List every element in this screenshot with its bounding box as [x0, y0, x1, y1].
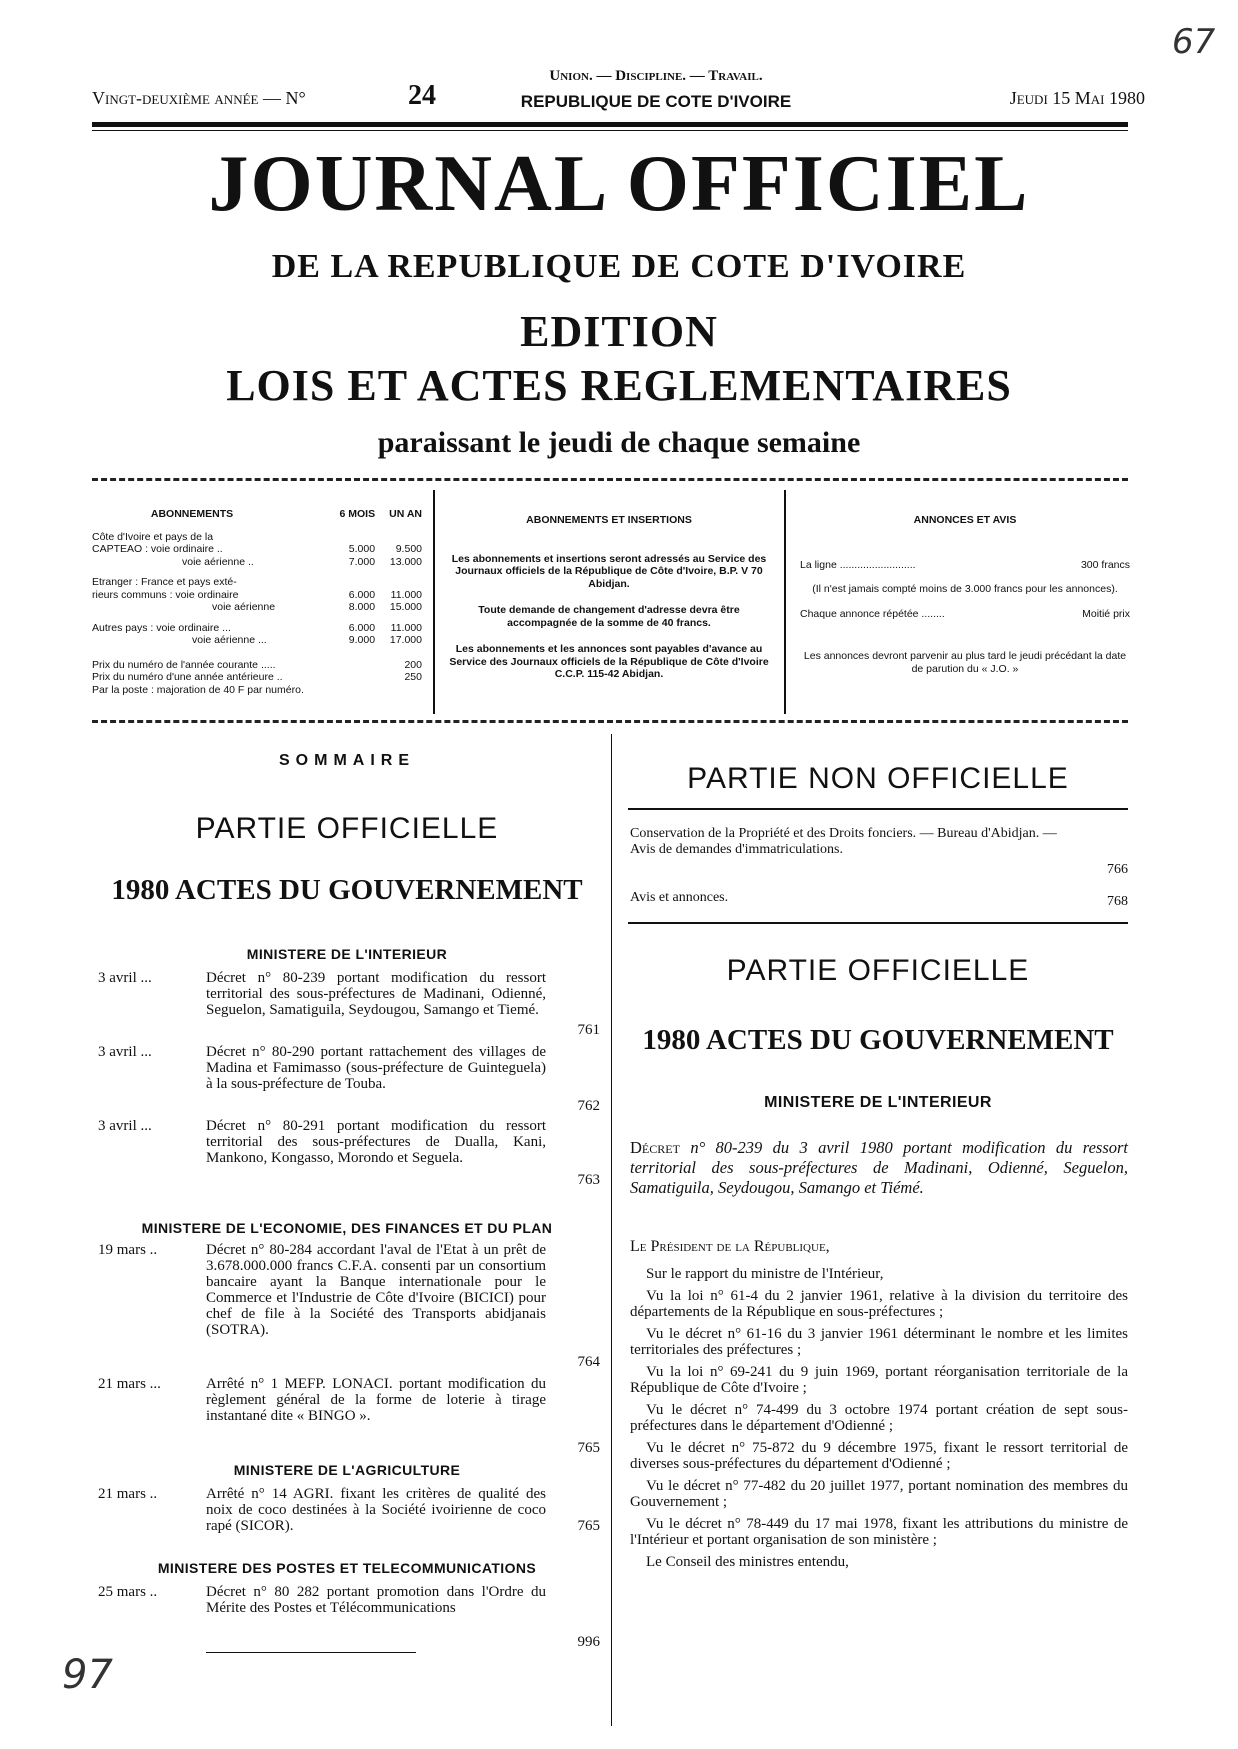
journal-title: JOURNAL OFFICIEL — [208, 140, 1030, 228]
entry-text: Décret n° 80-284 accordant l'aval de l'Etat à un prêt de 3.678.000.000 francs C.F.A. consenti par un consortium bancaire ayant la Banque internationale pour le Commerce et l'Industrie de Côte d'Ivoire (BICICI) pour chef de file à la Société des Transports abidjanais (SOTRA). — [206, 1242, 546, 1338]
sub-row-1an: 15.000 — [389, 601, 422, 613]
price-previous-label: Prix du numéro d'une année antérieure .. — [92, 671, 283, 683]
ministry-economie: MINISTERE DE L'ECONOMIE, DES FINANCES ET DU PLAN — [141, 1220, 553, 1236]
issue-number: 24 — [408, 80, 436, 111]
handwritten-signature: 97 — [62, 1652, 113, 1698]
price-row — [92, 671, 422, 684]
ministry-agriculture: MINISTERE DE L'AGRICULTURE — [233, 1462, 461, 1478]
sommaire-entry — [98, 1044, 600, 1114]
president-line: Le Président de la République, — [630, 1238, 830, 1255]
annonces-minimum-note: (Il n'est jamais compté moins de 3.000 francs pour les annonces). — [812, 583, 1118, 595]
sub-row-label: CAPTEAO : voie ordinaire .. — [92, 543, 223, 555]
boxes-bottom-divider — [92, 720, 1128, 723]
issue-date: Jeudi 15 Mai 1980 — [1009, 88, 1145, 108]
price-current-value: 200 — [404, 658, 422, 671]
sub-row-6mois: 5.000 — [348, 543, 376, 555]
sub-row-label: Etranger : France et pays exté- — [92, 576, 237, 588]
sub-row-label: rieurs communs : voie ordinaire — [92, 588, 239, 601]
non-officielle-page: 768 — [1107, 894, 1128, 909]
sommaire-entry — [98, 1376, 600, 1456]
entry-page: 765 — [577, 1518, 600, 1534]
entry-date: 3 avril ... — [98, 1118, 152, 1134]
visa: Vu le décret n° 77-482 du 20 juillet 1977, portant nomination des membres du Gouvernement ; — [630, 1478, 1128, 1510]
edition-title: LOIS ET ACTES REGLEMENTAIRES — [226, 361, 1012, 410]
visa-block — [630, 1266, 1128, 1570]
sub-row-label: voie aérienne ... — [192, 634, 267, 646]
col-1an: UN AN — [389, 508, 422, 520]
entry-page: 996 — [577, 1634, 600, 1650]
col-6mois: 6 MOIS — [339, 508, 376, 520]
sub-row-1an: 17.000 — [389, 634, 422, 646]
repeat-label: Chaque annonce répétée ........ — [800, 607, 945, 620]
actes-heading: 1980 ACTES DU GOUVERNEMENT — [642, 1024, 1114, 1056]
entry-date: 25 mars .. — [98, 1584, 158, 1600]
entry-page: 761 — [577, 1022, 600, 1038]
sommaire-entry — [98, 1242, 600, 1370]
header-divider — [92, 478, 1128, 481]
decree-lead: Décret — [630, 1138, 680, 1157]
sommaire-partie-officielle: PARTIE OFFICIELLE — [195, 812, 499, 845]
entry-text: Décret n° 80 282 portant promotion dans l'Ordre du Mérite des Postes et Télécommunications — [206, 1584, 546, 1616]
entry-page: 762 — [577, 1098, 600, 1114]
decree-title — [630, 1138, 1128, 1198]
annonces-header: ANNONCES ET AVIS — [913, 514, 1017, 526]
non-officielle-entry — [630, 890, 1128, 909]
insertions-change-address: Toute demande de changement d'adresse devra être accompagnée de la somme de 40 francs. — [478, 604, 740, 629]
insertions-address: Les abonnements et insertions seront adressés au Service des Journaux officiels de la République de Côte d'Ivoire, B.P. V 70 Abidjan. — [451, 552, 767, 590]
sub-row-label: voie aérienne — [212, 601, 276, 613]
journal-subtitle: DE LA REPUBLIQUE DE COTE D'IVOIRE — [271, 248, 967, 285]
non-officielle-end-rule — [628, 922, 1128, 924]
masthead-rule — [92, 122, 1128, 127]
entry-text: Décret n° 80-239 portant modification du ressort territorial des sous-préfectures de Madinani, Odienné, Seguelon, Samatiguila, Seydougou, Samango et Tiemé. — [206, 970, 546, 1018]
ministry-postes: MINISTERE DES POSTES ET TELECOMMUNICATIONS — [157, 1560, 537, 1576]
visa: Vu le décret n° 61-16 du 3 janvier 1961 déterminant le nombre et les limites territoriales des préfectures ; — [630, 1326, 1128, 1358]
entry-page: 764 — [577, 1354, 600, 1370]
insertions-header: ABONNEMENTS ET INSERTIONS — [526, 514, 692, 526]
sub-row-6mois: 7.000 — [348, 555, 376, 568]
sub-row-6mois: 6.000 — [348, 621, 376, 634]
sub-row — [92, 634, 422, 647]
annonces-box — [800, 514, 1130, 675]
non-officielle-rule — [628, 808, 1128, 810]
repeat-value: Moitié prix — [1082, 607, 1130, 620]
ligne-value: 300 francs — [1080, 558, 1130, 571]
partie-officielle-heading: PARTIE OFFICIELLE — [726, 954, 1030, 987]
subscriptions-header: ABONNEMENTS — [150, 508, 234, 520]
visa: Vu le décret n° 74-499 du 3 octobre 1974 portant création de sept sous-préfectures dans le département d'Odienné ; — [630, 1402, 1128, 1434]
visa: Vu la loi n° 69-241 du 9 juin 1969, portant réorganisation territoriale de la République de Côte d'Ivoire ; — [630, 1364, 1128, 1396]
price-row — [92, 659, 422, 672]
post-row — [92, 684, 422, 697]
republic-label: REPUBLIQUE DE COTE D'IVOIRE — [520, 92, 792, 111]
insertions-box — [448, 514, 770, 681]
entry-date: 3 avril ... — [98, 970, 152, 986]
sub-row — [92, 531, 422, 544]
sommaire-entry — [98, 1584, 600, 1654]
masthead-rule-thin — [92, 130, 1128, 131]
entry-page: 765 — [577, 1440, 600, 1456]
sub-row-label: voie aérienne .. — [182, 555, 254, 568]
sub-row-label: Côte d'Ivoire et pays de la — [92, 530, 214, 543]
sub-row-6mois: 8.000 — [348, 601, 376, 613]
sub-row-6mois: 6.000 — [348, 588, 376, 601]
price-current-label: Prix du numéro de l'année courante ..... — [92, 658, 276, 671]
sommaire-entry — [98, 970, 600, 1038]
box-divider-1 — [433, 490, 435, 714]
entry-text: Décret n° 80-290 portant rattachement des villages de Madina et Famimasso (sous-préfecture de Guinteguela) à la sous-préfecture de Touba. — [206, 1044, 546, 1092]
visa: Vu le décret n° 75-872 du 9 décembre 1975, fixant le ressort territorial de diverses sous-préfectures du département d'Odienné ; — [630, 1440, 1128, 1472]
sommaire-entry — [98, 1486, 600, 1550]
partie-non-officielle-heading: PARTIE NON OFFICIELLE — [687, 762, 1069, 795]
entry-text: Arrêté n° 14 AGRI. fixant les critères de qualité des noix de coco destinées à la Société ivoirienne de coco rapé (SICOR). — [206, 1486, 546, 1534]
entry-text: Arrêté n° 1 MEFP. LONACI. portant modification du règlement général de la forme de loterie à tirage instantané dite « BINGO ». — [206, 1376, 546, 1424]
visa: Vu le décret n° 78-449 du 17 mai 1978, fixant les attributions du ministre de l'Intérieur et portant organisation de son ministère ; — [630, 1516, 1128, 1548]
year-number-label: Vingt-deuxième année — N° — [92, 88, 306, 108]
non-officielle-page: 766 — [1107, 862, 1128, 877]
entry-text: Décret n° 80-291 portant modification du ressort territorial des sous-préfectures de Dualla, Kani, Mankono, Kongasso, Morondo et Seguela. — [206, 1118, 546, 1166]
entry-date: 21 mars ... — [98, 1376, 161, 1392]
column-divider — [611, 734, 612, 1726]
non-officielle-text: Avis et annonces. — [630, 890, 729, 905]
sub-row — [92, 601, 422, 614]
sommaire-actes-heading: 1980 ACTES DU GOUVERNEMENT — [111, 874, 583, 906]
sommaire-heading: SOMMAIRE — [279, 752, 415, 769]
non-officielle-entry — [630, 826, 1128, 877]
publication-frequency: paraissant le jeudi de chaque semaine — [377, 426, 861, 459]
sub-row — [92, 543, 422, 556]
annonces-deadline: Les annonces devront parvenir au plus tard le jeudi précédant la date de parution du « J.O. » — [803, 650, 1127, 675]
ministry-interieur: MINISTERE DE L'INTERIEUR — [246, 946, 448, 962]
visa: Sur le rapport du ministre de l'Intérieur, — [646, 1266, 884, 1282]
non-officielle-text: Conservation de la Propriété et des Droits fonciers. — Bureau d'Abidjan. — Avis de demandes d'immatriculations. — [630, 826, 1057, 857]
sub-row-1an: 11.000 — [390, 621, 422, 634]
visa: Le Conseil des ministres entendu, — [646, 1554, 849, 1570]
insertions-payment: Les abonnements et les annonces sont payables d'avance au Service des Journaux officiels de la République de Côte d'Ivoire C.C.P. 115-42 Abidjan. — [449, 643, 769, 680]
sub-row — [92, 556, 422, 569]
sub-row-1an: 13.000 — [389, 555, 422, 568]
entry-date: 19 mars .. — [98, 1242, 158, 1258]
subscriptions-box — [92, 508, 422, 696]
ligne-label: La ligne .......................... — [800, 558, 916, 571]
entry-date: 21 mars .. — [98, 1486, 158, 1502]
ministry-interieur-heading: MINISTERE DE L'INTERIEUR — [764, 1094, 992, 1111]
sub-row-1an: 11.000 — [390, 588, 422, 601]
sub-row-6mois: 9.000 — [348, 634, 376, 646]
sub-row — [92, 576, 422, 589]
sub-row-1an: 9.500 — [395, 543, 422, 555]
post-surcharge: Par la poste : majoration de 40 F par numéro. — [92, 683, 304, 696]
price-previous-value: 250 — [404, 671, 422, 683]
handwritten-page-number: 67 — [1172, 22, 1216, 62]
sommaire-entry — [98, 1118, 600, 1188]
edition-label: EDITION — [520, 307, 718, 356]
motto: Union. — Discipline. — Travail. — [549, 68, 763, 84]
box-divider-2 — [784, 490, 786, 714]
visa: Vu la loi n° 61-4 du 2 janvier 1961, relative à la division du territoire des départements de la République en sous-préfectures ; — [630, 1288, 1128, 1320]
sub-row-label: Autres pays : voie ordinaire ... — [92, 621, 231, 634]
sub-row — [92, 622, 422, 635]
sub-row — [92, 589, 422, 602]
entry-page: 763 — [577, 1172, 600, 1188]
entry-date: 3 avril ... — [98, 1044, 152, 1060]
sommaire-end-rule — [206, 1652, 416, 1653]
decree-title-text: n° 80-239 du 3 avril 1980 portant modification du ressort territorial des sous-préfectures de Madinani, Odienné, Seguelon, Samatiguila, Seydougou, Samango et Tiémé. — [630, 1138, 1128, 1197]
